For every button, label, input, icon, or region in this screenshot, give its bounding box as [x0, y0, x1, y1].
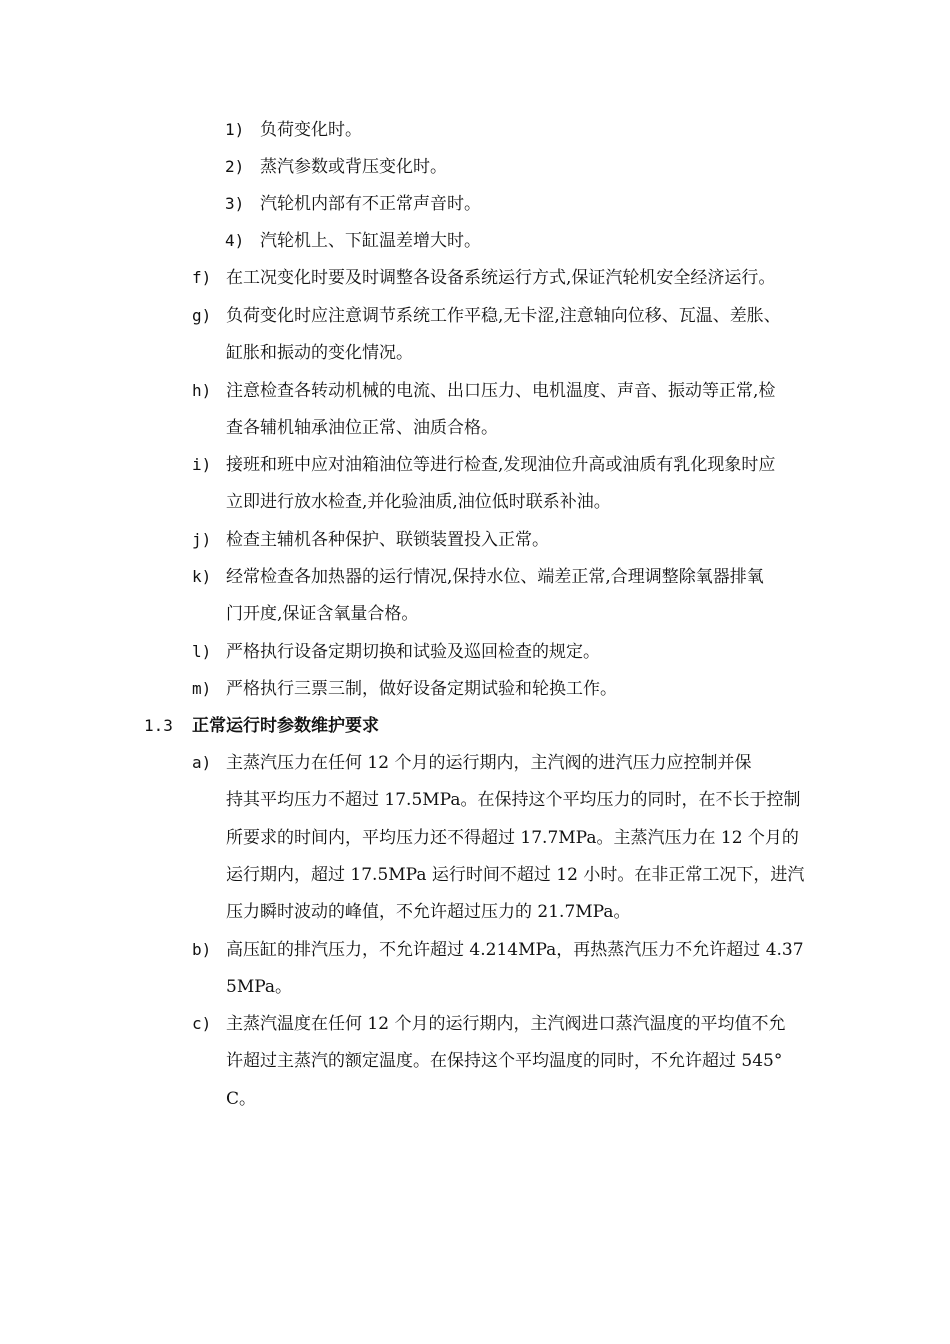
section-item-text: 5MPa。: [226, 977, 293, 997]
section-item-marker: c): [192, 1014, 212, 1033]
list-item-marker: h): [192, 381, 212, 400]
section-item-text: 主蒸汽压力在任何 12 个月的运行期内，主汽阀的进汽压力应控制并保: [226, 753, 752, 773]
list-item-marker: g): [192, 306, 212, 325]
list-item-marker: m): [192, 679, 212, 698]
list-item-text: 门开度,保证含氧量合格。: [226, 604, 419, 624]
list-item-text: 检查主辅机各种保护、联锁装置投入正常。: [226, 530, 549, 550]
sub-item-marker: 3): [225, 194, 245, 213]
sub-item-marker: 1): [225, 120, 245, 139]
list-item-text: 注意检查各转动机械的电流、出口压力、电机温度、声音、振动等正常,检: [226, 381, 776, 401]
list-item-marker: k): [192, 567, 212, 586]
list-item-text: 查各辅机轴承油位正常、油质合格。: [226, 418, 498, 438]
list-item-text: 经常检查各加热器的运行情况,保持水位、端差正常,合理调整除氧器排氧: [226, 567, 764, 587]
sub-item-text: 蒸汽参数或背压变化时。: [260, 157, 447, 177]
section-item-text: 许超过主蒸汽的额定温度。在保持这个平均温度的同时，不允许超过 545°: [226, 1051, 783, 1071]
section-number: 1.3: [144, 716, 173, 735]
section-item-text: 持其平均压力不超过 17.5MPa。在保持这个平均压力的同时，在不长于控制: [226, 790, 801, 810]
list-item-text: 在工况变化时要及时调整各设备系统运行方式,保证汽轮机安全经济运行。: [226, 268, 776, 288]
list-item-marker: i): [192, 455, 212, 474]
list-item-text: 严格执行三票三制，做好设备定期试验和轮换工作。: [226, 679, 617, 699]
list-item-marker: j): [192, 530, 212, 549]
section-item-text: 主蒸汽温度在任何 12 个月的运行期内，主汽阀进口蒸汽温度的平均值不允: [226, 1014, 786, 1034]
sub-item-marker: 4): [225, 231, 245, 250]
list-item-text: 立即进行放水检查,并化验油质,油位低时联系补油。: [226, 492, 611, 512]
list-item-text: 接班和班中应对油箱油位等进行检查,发现油位升高或油质有乳化现象时应: [226, 455, 776, 475]
list-item-marker: l): [192, 642, 212, 661]
sub-item-text: 汽轮机上、下缸温差增大时。: [260, 231, 481, 251]
sub-item-marker: 2): [225, 157, 245, 176]
section-item-text: 所要求的时间内，平均压力还不得超过 17.7MPa。主蒸汽压力在 12 个月的: [226, 828, 799, 848]
list-item-text: 缸胀和振动的变化情况。: [226, 343, 413, 363]
section-item-text: C。: [226, 1089, 257, 1109]
section-title: 正常运行时参数维护要求: [192, 716, 379, 736]
section-item-text: 高压缸的排汽压力，不允许超过 4.214MPa，再热蒸汽压力不允许超过 4.37: [226, 940, 804, 960]
sub-item-text: 汽轮机内部有不正常声音时。: [260, 194, 481, 214]
list-item-marker: f): [192, 268, 212, 287]
list-item-text: 严格执行设备定期切换和试验及巡回检查的规定。: [226, 642, 600, 662]
section-item-marker: b): [192, 940, 212, 959]
section-item-text: 运行期内，超过 17.5MPa 运行时间不超过 12 小时。在非正常工况下，进汽: [226, 865, 805, 885]
list-item-text: 负荷变化时应注意调节系统工作平稳,无卡涩,注意轴向位移、瓦温、差胀、: [226, 306, 781, 326]
section-item-text: 压力瞬时波动的峰值，不允许超过压力的 21.7MPa。: [226, 902, 631, 922]
sub-item-text: 负荷变化时。: [260, 120, 362, 140]
section-item-marker: a): [192, 753, 212, 772]
